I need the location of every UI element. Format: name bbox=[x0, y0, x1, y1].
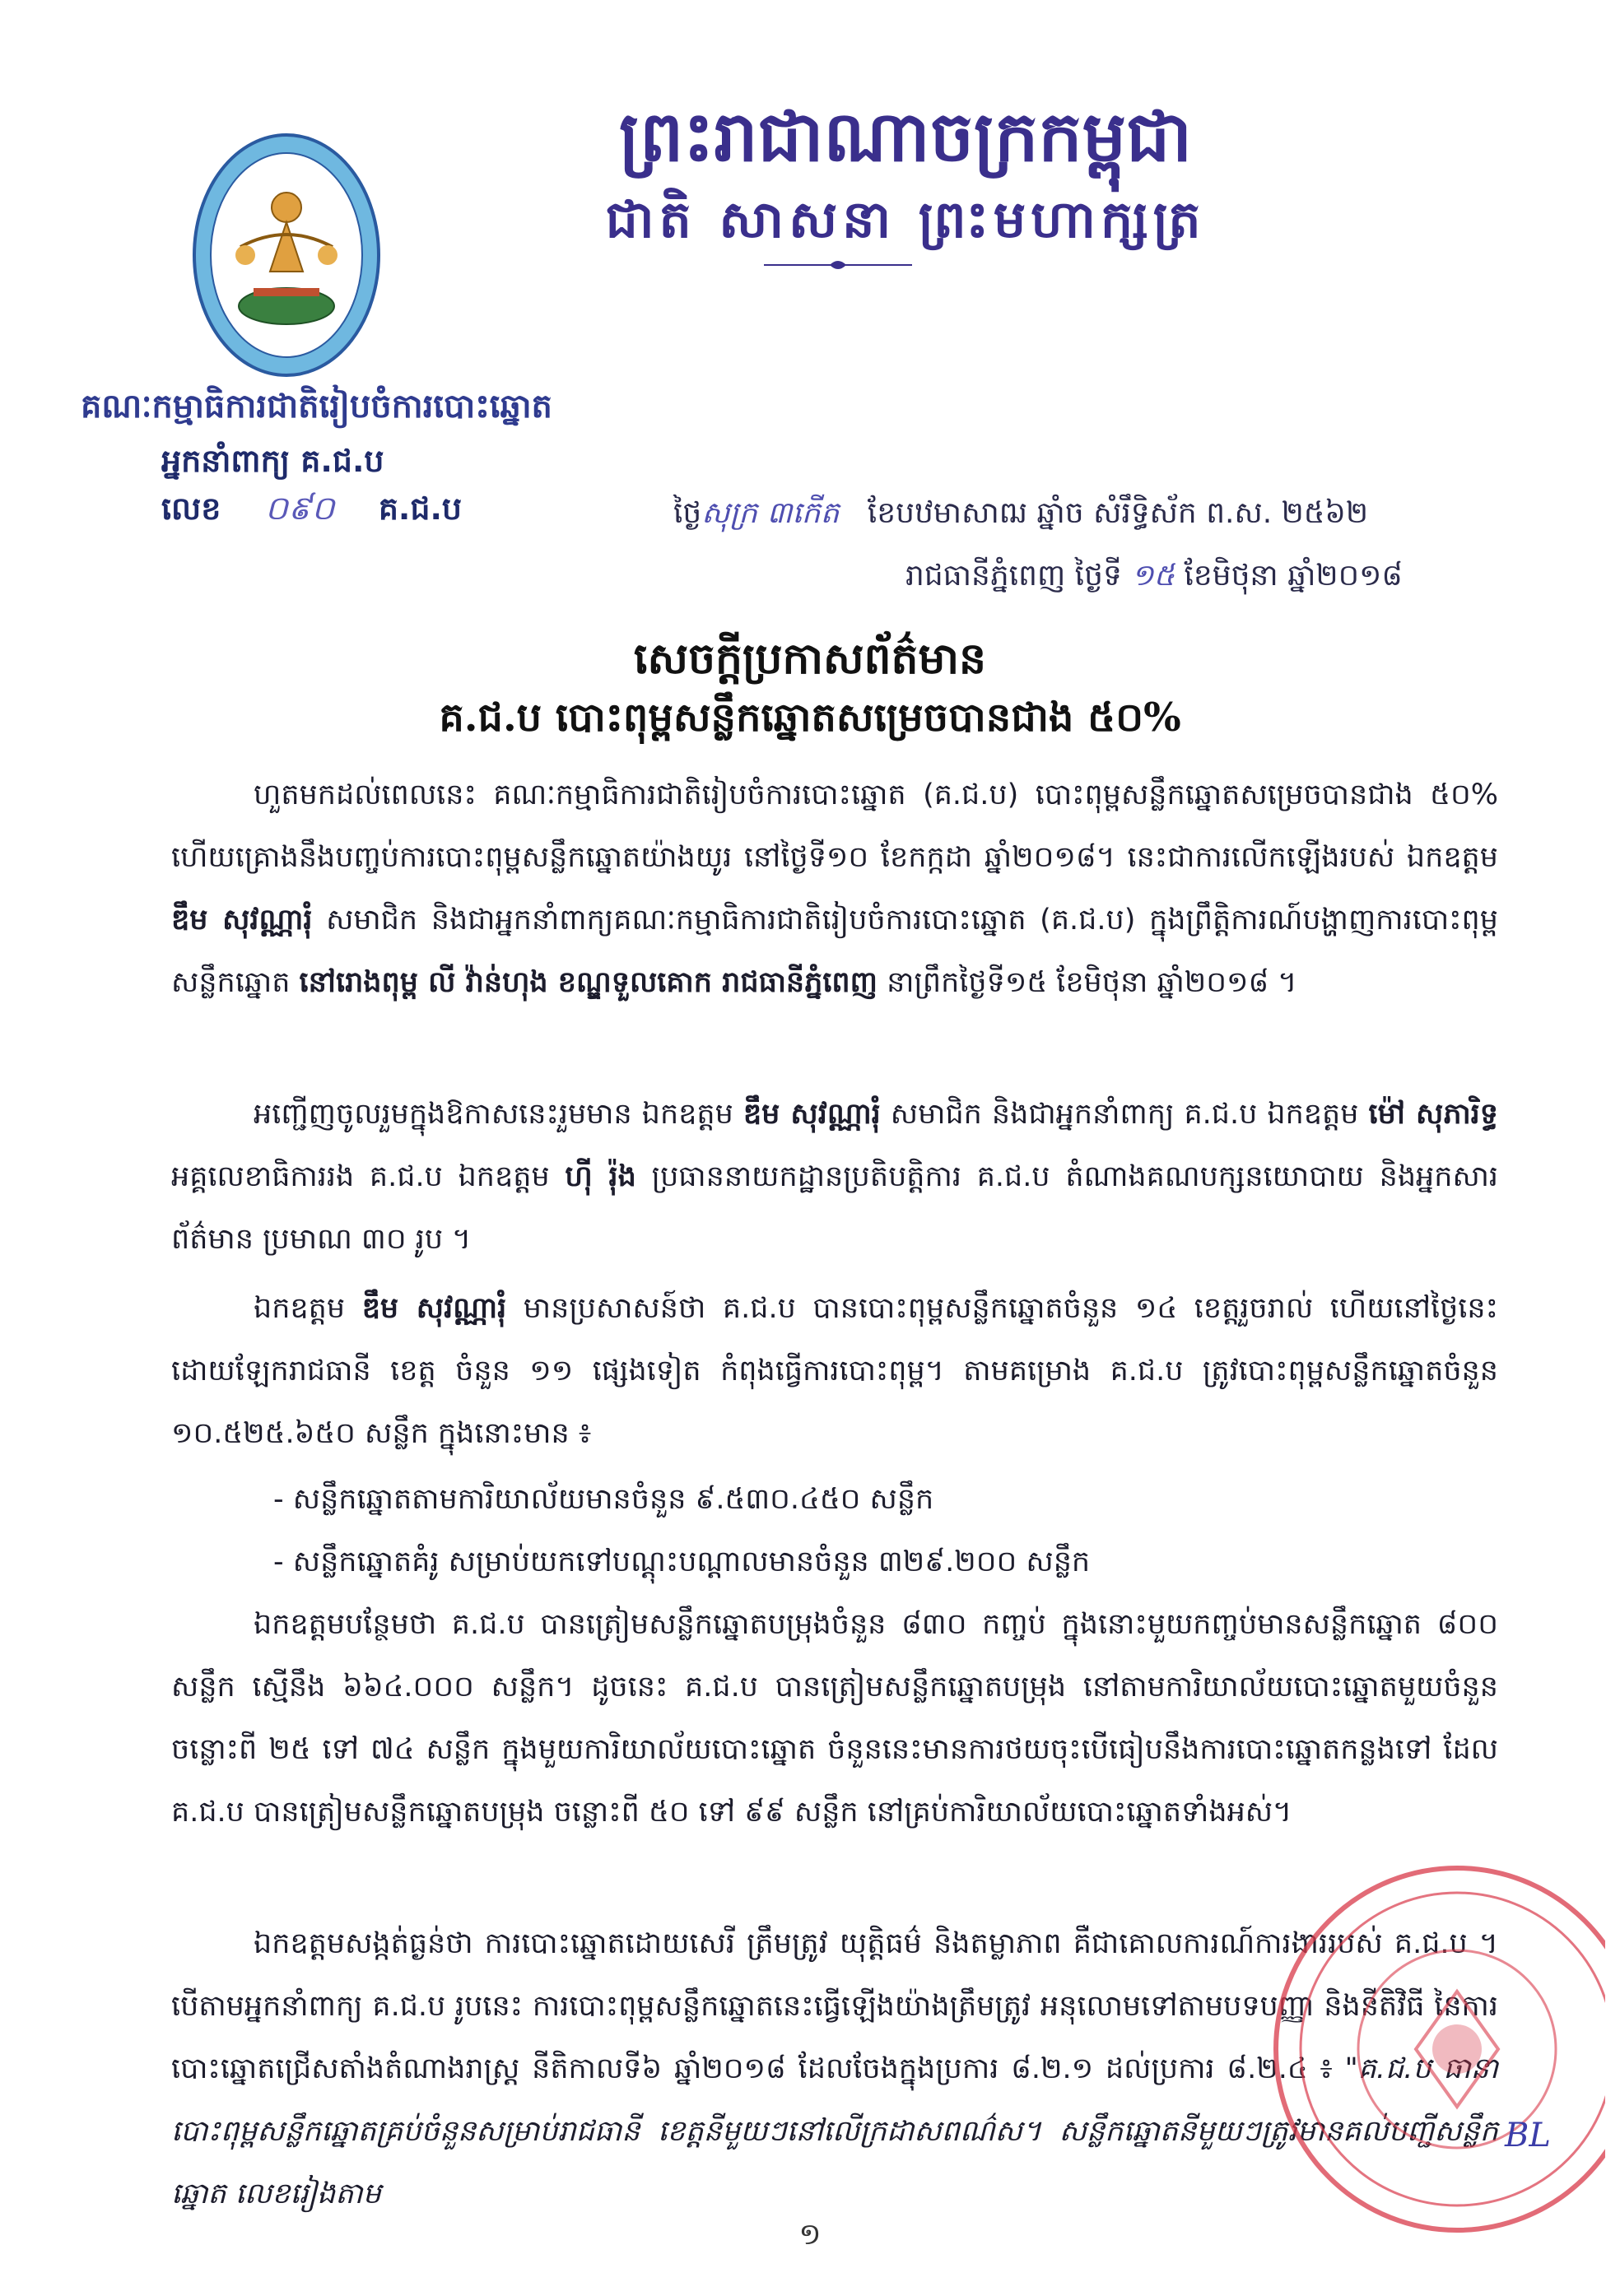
lunar-date bbox=[673, 494, 1368, 537]
number-label: លេខ bbox=[161, 490, 221, 527]
press-release-title: សេចក្តីប្រកាសព័ត៌មាន bbox=[633, 634, 987, 684]
lunar-date-handwritten: សុក្រ ៣កើត bbox=[701, 496, 840, 530]
p1-text-c: នាព្រឹកថ្ងៃទី១៥ ខែមិថុនា ឆ្នាំ២០១៨ ។ bbox=[877, 966, 1297, 999]
p3-text-b: មានប្រសាសន៍ថា គ.ជ.ប បានបោះពុម្ពសន្លឹកឆ្នោតចំនួន ១៤ ខេត្តរួចរាល់ ហើយនៅថ្ងៃនេះ ដោយឡែករាជធានី ខេត្ត ចំនួន ១១ ផ្សេងទៀត កំពុងធ្វើការបោះពុម្ព។ តាមគម្រោង គ.ជ.ប ត្រូវបោះពុម្ពសន្លឹកឆ្នោតចំនួន ១០.៥២៥.៦៥០ សន្លឹក ក្នុងនោះមាន ៖ bbox=[171, 1292, 1498, 1450]
p2-name-3: ហ៊ី រ៉ុង bbox=[565, 1160, 636, 1193]
spokesperson-label: អ្នកនាំពាក្យ គ.ជ.ប bbox=[161, 443, 384, 479]
p5-text-a: ឯកឧត្តមសង្កត់ធ្ងន់ថា ការបោះឆ្នោតដោយសេរី ត្រឹមត្រូវ យុត្តិធម៌ និងតម្លាភាព គឺជាគោលការណ៍ការងាររបស់ គ.ជ.ប ។ បើតាមអ្នកនាំពាក្យ គ.ជ.ប រូបនេះ ការបោះពុម្ពសន្លឹកឆ្នោតនេះធ្វើឡើងយ៉ាងត្រឹមត្រូវ អនុលោមទៅតាមបទបញ្ញា និងនីតិវិធី នៃការបោះឆ្នោតជ្រើសតាំងតំណាងរាស្ត្រ នីតិកាលទី៦ ឆ្នាំ២០១៨ ដែលចែងក្នុងប្រការ ៨.២.១ ដល់ប្រការ ៨.២.៤ ៖ bbox=[171, 1927, 1498, 2085]
p2-name-2: ម៉ៅ សុភារិទ្ធ bbox=[1368, 1098, 1498, 1131]
solar-date-prefix: រាជធានីភ្នំពេញ ថ្ងៃទី bbox=[905, 559, 1122, 593]
document-number bbox=[161, 487, 462, 536]
p2-text-a: អញ្ជើញចូលរួមក្នុងឱកាសនេះរួមមាន ឯកឧត្តម bbox=[254, 1098, 743, 1131]
nec-logo bbox=[191, 132, 382, 379]
solar-date-day: ១៥ bbox=[1131, 559, 1175, 593]
ornament-divider bbox=[764, 257, 912, 273]
p2-name-1: ឌឹម សុវណ្ណារុំ bbox=[742, 1098, 881, 1131]
solar-date bbox=[905, 556, 1403, 600]
lunar-date-rest: ខែបឋមាសាឍ ឆ្នាំច សំរឹទ្ធិស័ក ព.ស. ២៥៦២ bbox=[867, 496, 1369, 530]
p3-name: ឌឹម សុវណ្ណារុំ bbox=[361, 1292, 507, 1325]
p1-text-a: ហួតមកដល់ពេលនេះ គណៈកម្មាធិការជាតិរៀបចំការបោះឆ្នោត (គ.ជ.ប) បោះពុម្ពសន្លឹកឆ្នោតសម្រេចបានជាង ៥០% ហើយគ្រោងនឹងបញ្ចប់ការបោះពុម្ពសន្លឹកឆ្នោតយ៉ាងយូរ នៅថ្ងៃទី១០ ខែកក្កដា ឆ្នាំ២០១៨។ នេះជាការលើកឡើងរបស់ ឯកឧត្តម bbox=[171, 779, 1498, 874]
solar-date-rest: ខែមិថុនា ឆ្នាំ២០១៨ bbox=[1184, 559, 1403, 593]
p1-place: នៅរោងពុម្ព លី វ៉ាន់ហុង ខណ្ឌទួលគោក រាជធានីភ្នំពេញ bbox=[299, 966, 878, 999]
lunar-date-prefix: ថ្ងៃ bbox=[673, 496, 702, 530]
p5-quote: "គ.ជ.ប ធានាបោះពុម្ពសន្លឹកឆ្នោតគ្រប់ចំនួនសម្រាប់រាជធានី ខេត្តនីមួយៗនៅលើក្រដាសពណ៌ស។ សន្លឹកឆ្នោតនីមួយៗត្រូវមានគល់បញ្ជីសន្លឹកឆ្នោត លេខរៀងតាម bbox=[171, 2052, 1498, 2210]
p3-text-a: ឯកឧត្តម bbox=[254, 1292, 362, 1325]
bullet-2: - សន្លឹកឆ្នោតគំរូ សម្រាប់យកទៅបណ្តុះបណ្តាលមានចំនួន ៣២៩.២០០ សន្លឹក bbox=[273, 1545, 1091, 1578]
paragraph-4: ឯកឧត្តមបន្ថែមថា គ.ជ.ប បានត្រៀមសន្លឹកឆ្នោតបម្រុងចំនួន ៨៣០ កញ្ចប់ ក្នុងនោះមួយកញ្ចប់មានសន្លឹកឆ្នោត ៨០០ សន្លឹក ស្មើនឹង ៦៦៤.០០០ សន្លឹក។ ដូចនេះ គ.ជ.ប បានត្រៀមសន្លឹកឆ្នោតបម្រុង នៅតាមការិយាល័យបោះឆ្នោតមួយចំនួន ចន្លោះពី ២៥ ទៅ ៧៤ សន្លឹក ក្នុងមួយការិយាល័យបោះឆ្នោត ចំនួននេះមានការថយចុះបើធៀបនឹងការបោះឆ្នោតកន្លងទៅ ដែល គ.ជ.ប បានត្រៀមសន្លឹកឆ្នោតបម្រុង ចន្លោះពី ៥០ ទៅ ៩៩ សន្លឹក នៅគ្រប់ការិយាល័យបោះឆ្នោតទាំងអស់។ bbox=[171, 1608, 1498, 1829]
p1-text-b: សមាជិក និងជាអ្នកនាំពាក្យគណៈកម្មាធិការជាតិរៀបចំការបោះឆ្នោត (គ.ជ.ប) ក្នុងព្រឹត្តិការណ៍បង្ហាញការបោះពុម្ពសន្លឹកឆ្នោត bbox=[171, 904, 1498, 999]
page-number: ១ bbox=[798, 2218, 822, 2252]
motto: ជាតិ សាសនា ព្រះមហាក្សត្រ bbox=[605, 189, 1206, 249]
organization-name: គណៈកម្មាធិការជាតិរៀបចំការបោះឆ្នោត bbox=[81, 388, 552, 425]
paragraph-1 bbox=[171, 764, 1498, 1014]
press-release-subtitle: គ.ជ.ប បោះពុម្ពសន្លឹកឆ្នោតសម្រេចបានជាង ៥០% bbox=[439, 695, 1181, 741]
number-value: ០៩០ bbox=[264, 490, 335, 528]
p1-name: ឌឹម សុវណ្ណារុំ bbox=[171, 904, 313, 937]
number-suffix: គ.ជ.ប bbox=[378, 490, 463, 527]
paragraph-2 bbox=[171, 1083, 1498, 1271]
bullet-1: - សន្លឹកឆ្នោតតាមការិយាល័យមានចំនួន ៩.៥៣០.៤៥០ សន្លឹក bbox=[273, 1483, 934, 1516]
kingdom-title: ព្រះរាជាណាចក្រកម្ពុជា bbox=[618, 95, 1193, 177]
p2-text-c: អគ្គលេខាធិការរង គ.ជ.ប ឯកឧត្តម bbox=[171, 1160, 566, 1193]
p2-text-d: ប្រធាននាយកដ្ឋានប្រតិបត្តិការ គ.ជ.ប តំណាងគណបក្សនយោបាយ និងអ្នកសារព័ត៌មាន ប្រមាណ ៣០ រូប ។ bbox=[171, 1160, 1499, 1256]
p2-text-b: សមាជិក និងជាអ្នកនាំពាក្យ គ.ជ.ប ឯកឧត្តម bbox=[880, 1098, 1369, 1131]
initials-signature: BL bbox=[1505, 2117, 1551, 2154]
paragraph-3 bbox=[171, 1277, 1498, 1465]
